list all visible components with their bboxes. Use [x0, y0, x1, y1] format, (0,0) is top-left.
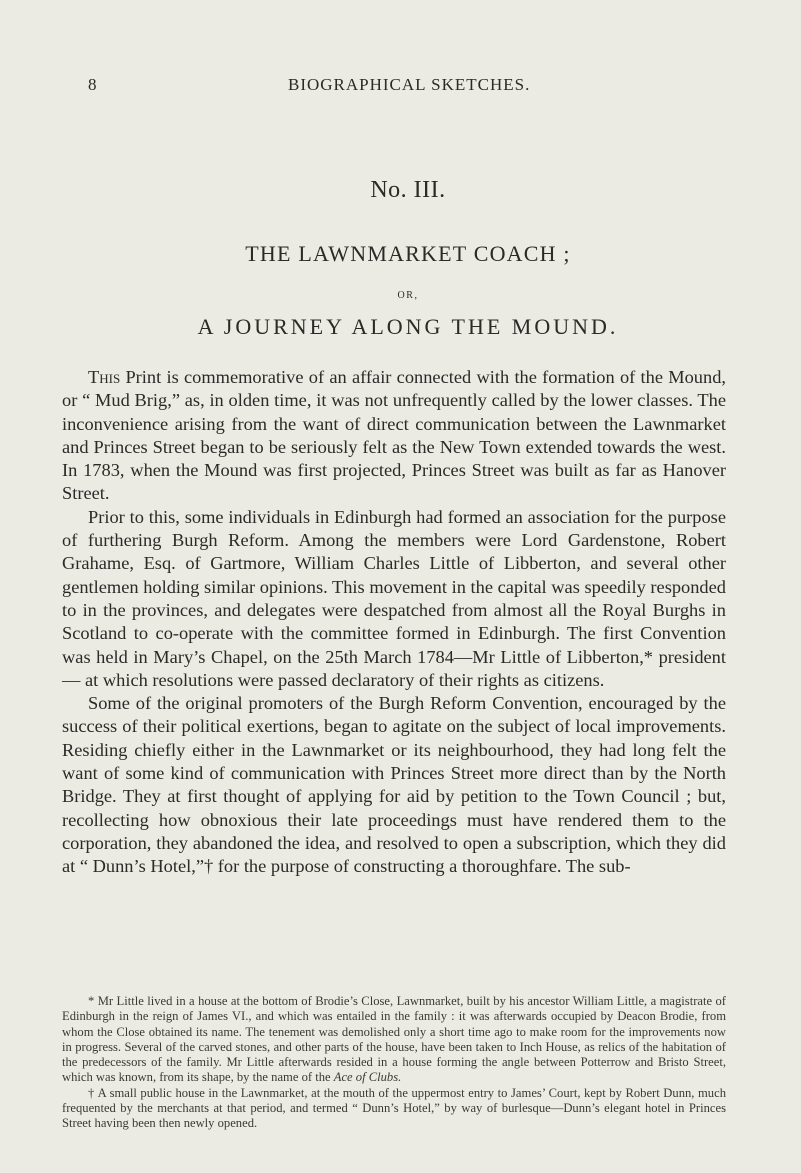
footnote-2: † A small public house in the Lawnmarket, at the mouth of the uppermost entry to James’ Court, kept by Robert Dunn, much frequented by the merchants at that period, and termed “ Dunn’s Hotel,” by way of burlesque—Dunn’s elegant hotel in Princes Street having been then newly opened. [62, 1085, 726, 1131]
paragraph-1-lead: This [88, 367, 121, 387]
body-text [62, 366, 726, 879]
chapter-number: No. III. [370, 177, 446, 203]
page-number: 8 [88, 75, 98, 94]
footnote-1 [62, 994, 726, 1086]
footnote-1-text: * Mr Little lived in a house at the bottom of Brodie’s Close, Lawnmarket, built by his ancestor William Little, a magistrate of Edinburgh in the reign of James VI., and which was entailed in the family : it was afterwards occupied by Deacon Brodie, from whom the Close obtained its name. The tenement was demolished only a short time ago to make room for the improvements now in progress. Several of the carved stones, and other parts of the house, have been taken to Inch House, as relics of the habitation of the predecessors of the family. Mr Little afterwards resided in a house forming the angle between Potterrow and Bristo Street, which was known, from its shape, by the name of the [62, 994, 726, 1085]
chapter-title: THE LAWNMARKET COACH ; [245, 241, 571, 266]
footnotes [62, 994, 726, 1132]
paragraph-3: Some of the original promoters of the Burgh Reform Convention, encouraged by the success of their political exertions, began to agitate on the subject of local improvements. Residing chiefly either in the Lawnmarket or its neighbourhood, they had long felt the want of some kind of communication with Princes Street more direct than by the North Bridge. They at first thought of applying for aid by petition to the Town Council ; but, recollecting how obnoxious their late proceedings must have rendered them to the corporation, they abandoned the idea, and resolved to open a subscription, which they did at “ Dunn’s Hotel,”† for the purpose of constructing a thoroughfare. The sub- [62, 693, 726, 877]
paragraph-1-text: Print is commemorative of an affair connected with the formation of the Mound, or “ Mud Brig,” as, in olden time, it was not unfrequently called by the lower classes. The inconvenience arising from the want of direct communication between the Lawnmarket and Princes Street began to be seriously felt as the New Town extended towards the west. In 1783, when the Mound was first projected, Princes Street was built as far as Hanover Street. [62, 367, 726, 504]
running-head [88, 75, 728, 97]
footnote-1-italic: Ace of Clubs. [333, 1070, 402, 1085]
paragraph-2: Prior to this, some individuals in Edinburgh had formed an association for the purpose of furthering Burgh Reform. Among the members were Lord Gardenstone, Robert Grahame, Esq. of Gartmore, William Charles Little of Libberton, and several other gentlemen holding similar opinions. This movement in the capital was speedily responded to in the provinces, and delegates were despatched from almost all the Royal Burghs in Scotland to co-operate with the committee formed in Edinburgh. The first Convention was held in Mary’s Chapel, on the 25th March 1784—Mr Little of Libberton,* president— at which resolutions were passed declaratory of their rights as citizens. [62, 506, 726, 690]
chapter-subtitle: A JOURNEY ALONG THE MOUND. [197, 314, 619, 339]
title-conjunction: OR, [397, 290, 419, 301]
running-title: BIOGRAPHICAL SKETCHES. [288, 75, 531, 94]
paragraph-1 [62, 366, 726, 506]
